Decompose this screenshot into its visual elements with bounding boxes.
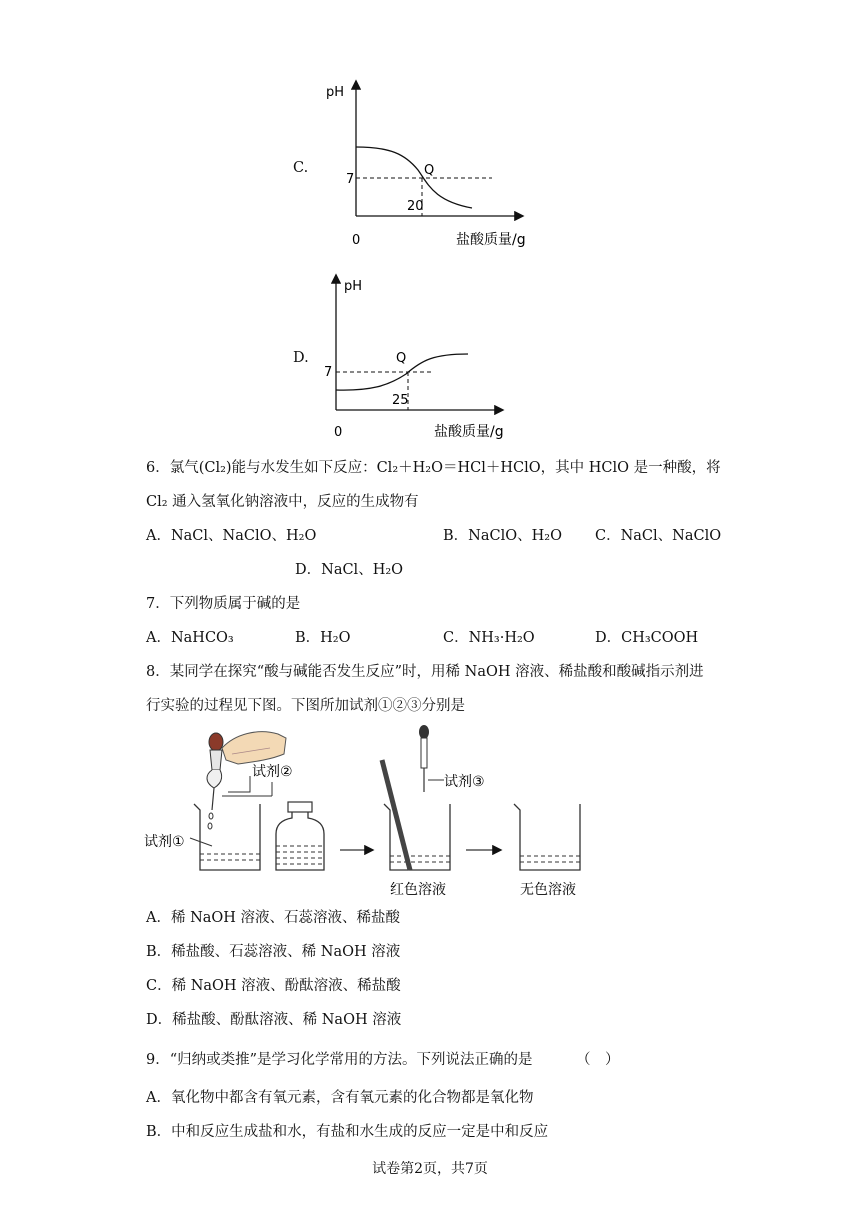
q6-option-a: A．NaCl、NaClO、H₂O bbox=[146, 528, 317, 544]
q8-option-a: A．稀 NaOH 溶液、石蕊溶液、稀盐酸 bbox=[146, 910, 401, 926]
red-solution-label: 红色溶液 bbox=[390, 882, 446, 898]
q6-option-b: B．NaClO、H₂O bbox=[443, 528, 562, 544]
graph-c-point-q: Q bbox=[424, 163, 435, 178]
q6-line1: 6．氯气(Cl₂)能与水发生如下反应：Cl₂＋H₂O＝HCl＋HClO，其中 HClO 是一种酸，将 bbox=[146, 460, 721, 476]
graph-d-y-label: pH bbox=[344, 279, 363, 294]
q6-line2: Cl₂ 通入氢氧化钠溶液中，反应的生成物有 bbox=[146, 494, 419, 510]
q7-stem: 7．下列物质属于碱的是 bbox=[146, 596, 301, 612]
q8-option-c: C．稀 NaOH 溶液、酚酞溶液、稀盐酸 bbox=[146, 978, 401, 994]
q8-experiment-figure bbox=[140, 720, 600, 902]
graph-d-y-mark: 7 bbox=[324, 365, 333, 380]
graph-d-point-q: Q bbox=[396, 351, 407, 366]
reagent-3-label: 试剂③ bbox=[444, 774, 485, 790]
page-footer: 试卷第2页，共7页 bbox=[372, 1161, 488, 1177]
q9-stem: 9．“归纳或类推”是学习化学常用的方法。下列说法正确的是 bbox=[146, 1052, 533, 1068]
q7-option-b: B．H₂O bbox=[295, 630, 351, 646]
graph-c-y-label: pH bbox=[326, 85, 345, 100]
q7-option-d: D．CH₃COOH bbox=[595, 630, 699, 646]
q9-option-a: A．氧化物中都含有氧元素，含有氧元素的化合物都是氧化物 bbox=[146, 1090, 534, 1106]
reagent-bottle bbox=[276, 802, 324, 870]
hand-icon bbox=[222, 732, 286, 764]
reagent-1-label: 试剂① bbox=[144, 834, 185, 850]
q9-answer-blank: （ ） bbox=[576, 1052, 620, 1068]
beaker-2 bbox=[382, 725, 450, 870]
graph-d-x-mark: 25 bbox=[392, 393, 409, 408]
q6-option-d: D．NaCl、H₂O bbox=[295, 562, 404, 578]
graph-d bbox=[310, 270, 540, 450]
q7-option-a: A．NaHCO₃ bbox=[146, 630, 234, 646]
graph-c bbox=[310, 76, 540, 256]
graph-c-option-label: C. bbox=[293, 160, 309, 176]
reagent-2-label: 试剂② bbox=[252, 764, 293, 780]
dropper-icon bbox=[207, 733, 223, 829]
beaker-1 bbox=[194, 804, 260, 870]
graph-c-origin: 0 bbox=[352, 233, 361, 248]
graph-d-x-label: 盐酸质量/g bbox=[434, 424, 504, 440]
q8-option-d: D．稀盐酸、酚酞溶液、稀 NaOH 溶液 bbox=[146, 1012, 402, 1028]
graph-d-origin: 0 bbox=[334, 425, 343, 440]
beaker-3 bbox=[514, 804, 580, 870]
glass-rod bbox=[382, 760, 410, 870]
q7-option-c: C．NH₃·H₂O bbox=[443, 630, 535, 646]
q6-option-c: C．NaCl、NaClO bbox=[595, 528, 722, 544]
graph-c-y-mark: 7 bbox=[346, 172, 355, 187]
colorless-solution-label: 无色溶液 bbox=[520, 882, 576, 898]
graph-c-x-label: 盐酸质量/g bbox=[456, 232, 526, 248]
graph-c-x-mark: 20 bbox=[407, 199, 424, 214]
graph-d-option-label: D. bbox=[293, 350, 309, 366]
q8-option-b: B．稀盐酸、石蕊溶液、稀 NaOH 溶液 bbox=[146, 944, 401, 960]
q9-option-b: B．中和反应生成盐和水，有盐和水生成的反应一定是中和反应 bbox=[146, 1124, 549, 1140]
q8-line2: 行实验的过程见下图。下图所加试剂①②③分别是 bbox=[146, 698, 465, 714]
q8-line1: 8．某同学在探究“酸与碱能否发生反应”时，用稀 NaOH 溶液、稀盐酸和酸碱指示剂进 bbox=[146, 664, 704, 680]
